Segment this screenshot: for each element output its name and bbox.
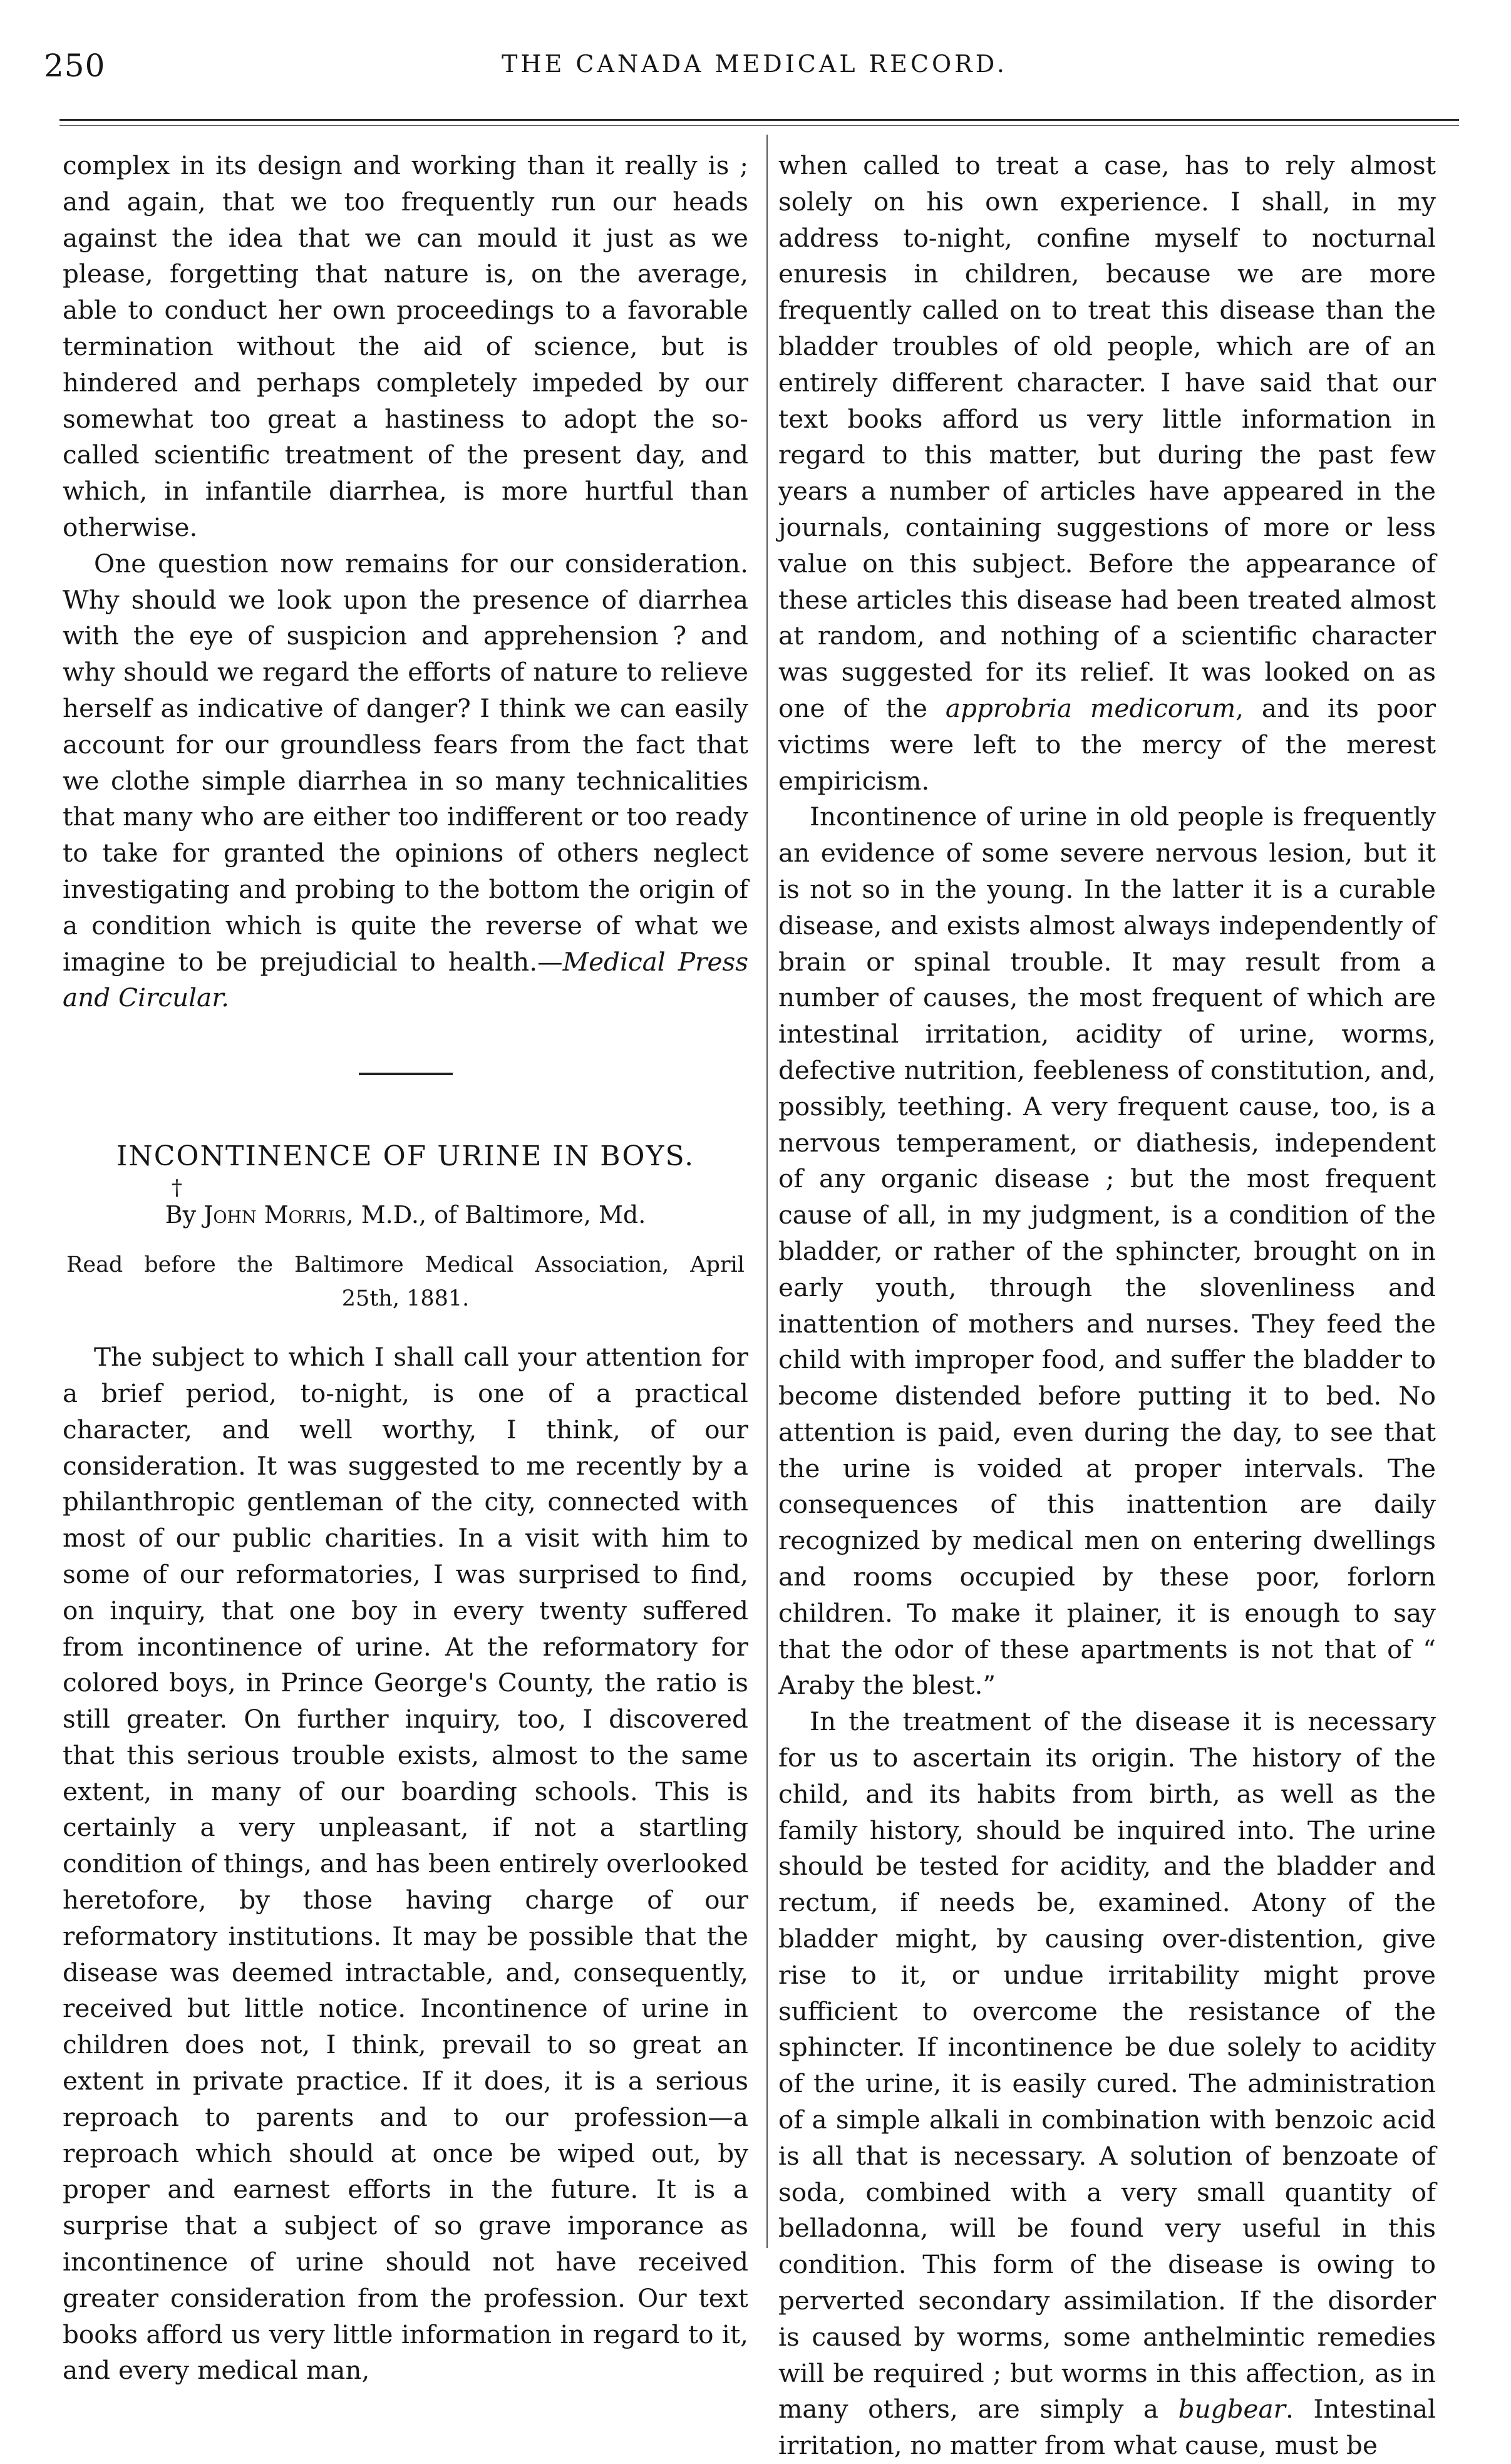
byline-prefix: By: [165, 1201, 204, 1229]
read-before-line2: 25th, 1881.: [341, 1286, 470, 1312]
paragraph-causes: Incontinence of urine in old people is frequently an evidence of some severe nervous lesion, but it is not so in the young. In the latter it is a curable disease, and exists almost always independently of brain or spinal trouble. It may result from a number of causes, the most frequent of which are intestinal irritation, acidity of urine, worms, defective nutrition, feebleness of constitution, and, possibly, teething. A very frequent cause, too, is a nervous temperament, or diathesis, independent of any organic disease ; but the most frequent cause of all, in my judgment, is a condition of the bladder, or rather of the sphincter, brought on in early youth, through the slovenliness and inattention of mothers and nurses. They feed the child with improper food, and suffer the bladder to become distended before putting it to bed. No attention is paid, even during the day, to see that the urine is voided at proper intervals. The consequences of this inattention are daily recognized by medical men on entering dwellings and rooms occupied by these poor, forlorn children. To make it plainer, it is enough to say that the odor of these apartments is not that of “ Araby the blest.”: [778, 802, 1436, 1701]
paragraph-subject: The subject to which I shall call your attention for a brief period, to-night, is one of a practical character, and well worthy, I think, of our consideration. It was suggested to me recently by a philanthropic gentleman of the city, connected with most of our public charities. In a visit with him to some of our reformatories, I was surprised to find, on inquiry, that one boy in every twenty suffered from incontinence of urine. At the reformatory for colored boys, in Prince George's County, the ratio is still greater. On further inquiry, too, I discovered that this serious trouble exists, almost to the same extent, in many of our boarding schools. This is certainly a very unpleasant, if not a startling condition of things, and has been entirely overlooked heretofore, by those having charge of our reformatory institutions. It may be possible that the disease was deemed intractable, and, consequently, received but little notice. Incontinence of urine in children does not, I think, prevail to so great an extent in private practice. If it does, it is a serious reproach to parents and to our profession—a reproach which should at once be wiped out, by proper and earnest efforts in the future. It is a surprise that a subject of so grave imporance as incontinence of urine should not have received greater consideration from the profession. Our text books afford us very little information in regard to it, and every medical man,: [63, 1342, 748, 2386]
header-rule-thin: [59, 125, 1459, 126]
dagger-mark: †: [172, 1175, 182, 1201]
paragraph-continued-right: [778, 148, 1436, 799]
right-column: [778, 148, 1436, 2464]
paragraph-treatment: [778, 1704, 1436, 2464]
header-rule: [59, 119, 1459, 121]
paragraph-question-text: One question now remains for our consideration. Why should we look upon the presence of diarrhea with the eye of suspicion and apprehension ? and why should we regard the efforts of nature to relieve herself as indicative of danger? I think we can easily account for our groundless fears from the fact that we clothe simple diarrhea in so many technicalities that many who are either too indifferent or too ready to take for granted the opinions of others neglect investigating and probing to the bottom the origin of a condition which is quite the reverse of what we imagine to be prejudicial to health.—: [63, 548, 748, 977]
section-divider: [359, 1073, 453, 1075]
byline: [63, 1197, 748, 1233]
paragraph-continued-right-b: , and its poor victims were left to the mercy of the merest empiricism.: [778, 693, 1436, 796]
bugbear-word: bugbear: [1178, 2394, 1286, 2425]
author-name: John Morris: [204, 1201, 346, 1229]
page-header: [44, 48, 1465, 98]
journal-title: THE CANADA MEDICAL RECORD.: [502, 50, 1008, 78]
page-number: 250: [44, 48, 106, 84]
paragraph-continued-right-a: when called to treat a case, has to rely almost solely on his own experience. I shall, in my address to-night, confine myself to nocturnal enuresis in children, because we are more frequently called on to treat this disease than the bladder troubles of old people, which are of an entirely different character. I have said that our text books afford us very little information in regard to this matter, but during the past few years a number of articles have appeared in the journals, containing suggestions of more or less value on this subject. Before the appearance of these articles this disease had been treated almost at random, and nothing of a scientific character was suggested for its relief. It was looked on as one of the: [778, 150, 1436, 723]
paragraph-treatment-b: . Intestinal irritation, no matter from what cause, must be: [778, 2394, 1436, 2461]
source-citation: Medical Press and Circular.: [63, 946, 748, 1013]
paragraph-question: [63, 546, 748, 1016]
paragraph-continued: complex in its design and working than it really is ; and again, that we too frequently run our heads against the idea that we can mould it just as we please, forgetting that nature is, on the average, able to conduct her own proceedings to a favorable termination without the aid of science, but is hindered and perhaps completely impeded by our somewhat too great a hastiness to adopt the so-called scientific treatment of the present day, and which, in infantile diarrhea, is more hurtful than otherwise.: [63, 150, 748, 542]
byline-suffix: , M.D., of Baltimore, Md.: [346, 1201, 646, 1229]
article-title: INCONTINENCE OF URINE IN BOYS.: [116, 1140, 695, 1173]
column-divider: [766, 135, 768, 2248]
paragraph-treatment-a: In the treatment of the disease it is necessary for us to ascertain its origin. The history of the child, and its habits from birth, as well as the family history, should be inquired into. The urine should be tested for acidity, and the bladder and rectum, if needs be, examined. Atony of the bladder might, by causing over-distention, give rise to it, or undue irritability might prove sufficient to overcome the resistance of the sphincter. If incontinence be due solely to acidity of the urine, it is easily cured. The administration of a simple alkali in combination with benzoic acid is all that is necessary. A solution of benzoate of soda, combined with a very small quantity of belladonna, will be found very useful in this condition. This form of the disease is owing to perverted secondary assimilation. If the disorder is caused by worms, some anthelmintic remedies will be required ; but worms in this affection, as in many others, are simply a: [778, 1706, 1436, 2425]
read-before-line1: Read before the Baltimore Medical Association, April: [66, 1252, 745, 1278]
read-before-note: [63, 1248, 748, 1316]
latin-phrase: approbria medicorum: [945, 693, 1236, 723]
left-column: [63, 148, 748, 2389]
